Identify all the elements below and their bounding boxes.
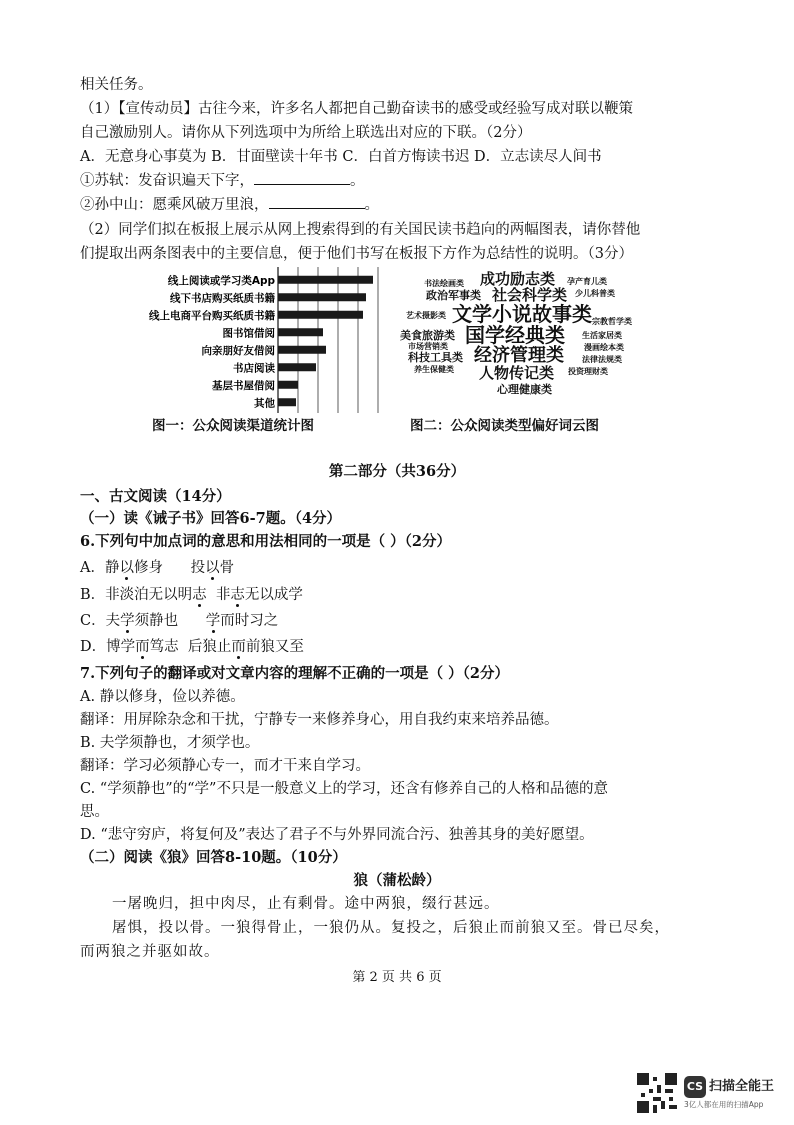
q6-option-c: C．夫学须静也 学而时习之 — [80, 613, 279, 629]
q1-answer-1-prompt: ①苏轼：发奋识遍天下字， — [80, 173, 254, 189]
dotted-word: 学 — [205, 613, 221, 629]
chart1-bar — [278, 293, 366, 301]
dotted-word: 以 — [205, 560, 220, 576]
answer-blank-1[interactable] — [254, 170, 350, 185]
chart1-bar — [278, 398, 296, 406]
word-cloud-term: 艺术摄影类 — [406, 311, 446, 320]
q2-line-2: 们提取出两条图表中的主要信息，便于他们书写在板报下方作为总结性的说明。（3分） — [80, 246, 633, 262]
page-footer: 第 2 页 共 6 页 — [352, 970, 442, 985]
dotted-word: 而 — [231, 639, 246, 655]
chart2-caption: 图二：公众阅读类型偏好词云图 — [410, 418, 599, 434]
word-cloud-term: 政治军事类 — [426, 289, 481, 302]
dotted-word: 而 — [135, 639, 150, 655]
word-cloud-term: 孕产育儿类 — [567, 277, 607, 286]
q6-option-d: D．博学而笃志 后狼止而前狼又至 — [80, 639, 304, 655]
chart1-bar — [278, 363, 316, 371]
section1-heading: 一、古文阅读（14分） — [80, 488, 231, 505]
q1-answer-2 — [80, 193, 379, 217]
wolf-paragraph-1: 一屠晚归，担中肉尽，止有剩骨。途中两狼，缀行甚远。 — [112, 896, 500, 912]
q1-answer-1-end: 。 — [350, 173, 365, 189]
q7-stem: 7.下列句子的翻译或对文章内容的理解不正确的一项是（ ）（2分） — [80, 665, 510, 682]
chart1-category-label: 基层书屋借阅 — [212, 379, 275, 392]
chart1-bar — [278, 381, 298, 389]
intro-text: 相关任务。 — [80, 77, 153, 93]
subsection2-heading: （二）阅读《狼》回答8-10题。（10分） — [80, 849, 347, 866]
reading-type-word-cloud — [392, 268, 642, 408]
q7-option-b: B. 夫学须静也，才须学也。 — [80, 735, 260, 751]
q1-options: A．无意身心事莫为 B．甘面壁读十年书 C．白首方悔读书迟 D．立志读尽人间书 — [80, 149, 602, 165]
camscanner-logo-icon: CS — [684, 1076, 706, 1098]
chart1-bar — [278, 346, 326, 354]
word-cloud-term: 科技工具类 — [408, 351, 463, 364]
word-cloud-term: 养生保健类 — [414, 365, 454, 374]
q6-option-a: A．静以修身 投以骨 — [80, 560, 235, 576]
reading-channel-bar-chart — [110, 265, 390, 415]
word-cloud-term: 少儿科普类 — [575, 289, 615, 298]
word-cloud-term: 书法绘画类 — [424, 279, 464, 288]
chart1-category-label: 线上阅读或学习类App — [167, 274, 275, 287]
word-cloud-term: 文学小说故事类 — [452, 302, 592, 326]
wolf-title: 狼（蒲松龄） — [353, 872, 441, 889]
qr-code-icon — [637, 1073, 677, 1113]
q1-answer-2-prompt: ②孙中山：愿乘风破万里浪， — [80, 197, 269, 213]
word-cloud-term: 成功励志类 — [480, 270, 556, 288]
q7-option-c-line-2: 思。 — [80, 804, 109, 820]
part2-heading: 第二部分（共36分） — [328, 463, 466, 480]
q6-option-b: B．非淡泊无以明志 非志无以成学 — [80, 587, 303, 603]
q1-answer-1 — [80, 169, 365, 193]
q7-option-a-translation: 翻译：用屏除杂念和干扰，宁静专一来修养身心，用自我约束来培养品德。 — [80, 712, 559, 728]
wolf-paragraph-2-line-2: 而两狼之并驱如故。 — [80, 944, 220, 960]
chart1-bar — [278, 311, 363, 319]
q7-option-d: D. “悲守穷庐，将复何及”表达了君子不与外界同流合污、独善其身的美好愿望。 — [80, 827, 594, 843]
chart1-category-label: 书店阅读 — [233, 362, 275, 375]
dotted-word: 志 — [230, 587, 245, 603]
chart1-category-label: 线上电商平台购买纸质书籍 — [149, 309, 275, 322]
word-cloud-term: 投资理财类 — [568, 367, 608, 376]
chart1-bar — [278, 276, 373, 284]
word-cloud-term: 生活家居类 — [582, 331, 622, 340]
word-cloud-term: 经济管理类 — [474, 345, 564, 366]
dotted-word: 志 — [192, 587, 207, 603]
q7-option-b-translation: 翻译：学习必须静心专一，而才干来自学习。 — [80, 758, 370, 774]
q7-option-a: A. 静以修身，俭以养德。 — [80, 689, 245, 705]
q1-line-2: 自己激励别人。请你从下列选项中为所给上联选出对应的下联。（2分） — [80, 125, 532, 141]
chart1-category-label: 其他 — [254, 397, 275, 410]
dotted-word: 以 — [119, 560, 134, 576]
word-cloud-term: 漫画绘本类 — [584, 343, 624, 352]
q2-line-1: （2）同学们拟在板报上展示从网上搜索得到的有关国民读书趋向的两幅图表，请你替他 — [80, 222, 641, 238]
q1-answer-2-end: 。 — [364, 197, 379, 213]
camscanner-slogan: 3亿人都在用的扫描App — [684, 1100, 764, 1109]
subsection1-heading: （一）读《诫子书》回答6-7题。（4分） — [80, 510, 342, 527]
chart1-bar — [278, 328, 323, 336]
q1-line-1: （1）【宣传动员】古往今来，许多名人都把自己勤奋读书的感受或经验写成对联以鞭策 — [80, 101, 633, 117]
camscanner-name: 扫描全能王 — [709, 1079, 775, 1094]
word-cloud-term: 社会科学类 — [492, 286, 568, 304]
chart1-category-label: 线下书店购买纸质书籍 — [170, 292, 275, 305]
word-cloud-term: 市场营销类 — [408, 342, 448, 351]
word-cloud-term: 人物传记类 — [479, 364, 555, 382]
word-cloud-term: 国学经典类 — [465, 323, 565, 347]
answer-blank-2[interactable] — [269, 194, 365, 209]
chart1-category-label: 向亲朋好友借阅 — [201, 344, 275, 357]
q7-option-c-line-1: C. “学须静也”的“学”不只是一般意义上的学习，还含有修养自己的人格和品德的意 — [80, 781, 608, 797]
word-cloud-term: 美食旅游类 — [400, 329, 455, 342]
word-cloud-term: 法律法规类 — [582, 355, 622, 364]
word-cloud-term: 宗教哲学类 — [592, 317, 632, 326]
chart1-caption: 图一：公众阅读渠道统计图 — [152, 418, 314, 434]
chart1-category-label: 图书馆借阅 — [222, 327, 275, 340]
dotted-word: 学 — [120, 613, 135, 629]
wolf-paragraph-2-line-1: 屠惧，投以骨。一狼得骨止，一狼仍从。复投之，后狼止而前狼又至。骨已尽矣， — [112, 920, 670, 936]
word-cloud-term: 心理健康类 — [497, 383, 552, 396]
q6-stem: 6.下列句中加点词的意思和用法相同的一项是（ ）（2分） — [80, 533, 452, 550]
